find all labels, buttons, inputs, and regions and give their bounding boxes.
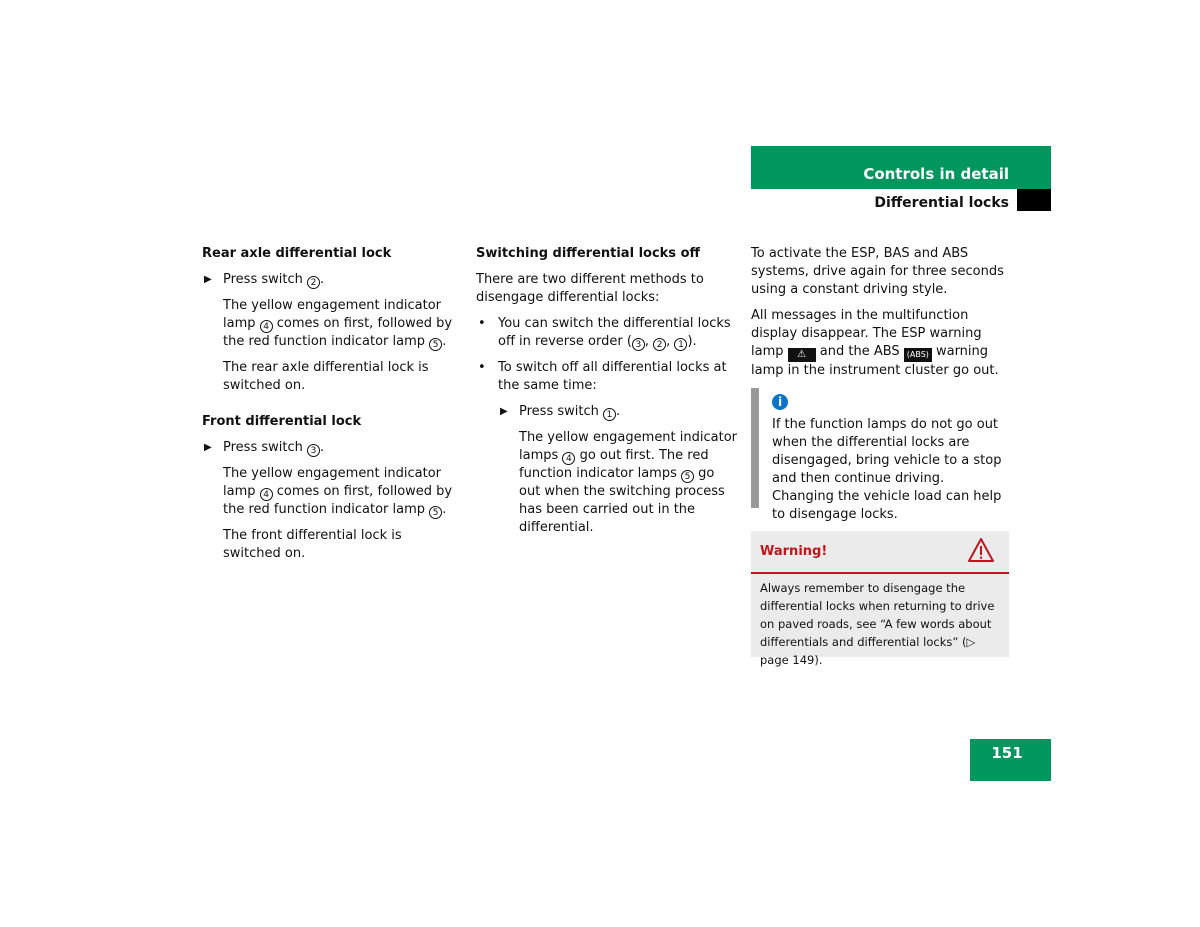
switch-number: 2 [653, 338, 666, 351]
switch-number: 1 [674, 338, 687, 351]
switch-number: 1 [603, 408, 616, 421]
bullet-item: • You can switch the differential locks off in reverse order ( 3 , 2 , 1 ). [478, 316, 731, 350]
lamp-number: 4 [562, 452, 575, 465]
warning-triangle-icon [967, 537, 995, 563]
switch-off-step: ▶ Press switch 1 . [500, 404, 621, 420]
switch-off-paragraph: The yellow engagement indicator lamps 4 go out first. The red function indicator lamps 5 go out when the switching process has been carried out in the differential. [519, 430, 738, 535]
step-arrow-icon: ▶ [500, 406, 508, 417]
messages-paragraph: All messages in the multifunction display disappear. The ESP warning lamp ⚠ and the ABS (ABS) warning lamp in the instrument cluster go out. [751, 308, 999, 378]
page-number: 151 [991, 744, 1023, 762]
bullet-item: • To switch off all differential locks at the same time: [478, 360, 727, 393]
lamp-number: 5 [429, 338, 442, 351]
step-arrow-icon: ▶ [204, 442, 212, 453]
switch-number: 3 [307, 444, 320, 457]
header-marker [1017, 189, 1051, 211]
info-icon: i [772, 394, 788, 410]
front-paragraph-2: The front differential lock is switched on. [223, 528, 402, 561]
switch-number: 3 [632, 338, 645, 351]
front-step: ▶ Press switch 3 . [204, 440, 325, 456]
lamp-number: 4 [260, 488, 273, 501]
info-note [751, 394, 1009, 524]
switching-off-heading: Switching differential locks off [476, 246, 701, 261]
subsection-title: Differential locks [874, 195, 1009, 211]
info-bar [751, 388, 759, 508]
esp-warning-lamp-icon: ⚠ [788, 348, 816, 362]
rear-paragraph-1: The yellow engagement indicator lamp 4 comes on first, followed by the red function indicator lamp 5 . [223, 298, 453, 350]
section-title: Controls in detail [863, 165, 1009, 183]
info-text: If the function lamps do not go out when the differential locks are disengaged, bring vehicle to a stop and then continue driving. Changing the vehicle load can help to disengage locks. [772, 417, 1002, 522]
step-arrow-icon: ▶ [204, 274, 212, 285]
lamp-number: 5 [681, 470, 694, 483]
warning-rule [751, 572, 1009, 574]
bullet-icon: • [478, 360, 486, 375]
activate-paragraph: To activate the ESP, BAS and ABS systems, drive again for three seconds using a constant driving style. [751, 246, 1004, 297]
switch-number: 2 [307, 276, 320, 289]
column-right [751, 245, 1009, 524]
abs-warning-lamp-icon: (ABS) [904, 348, 932, 362]
lamp-number: 4 [260, 320, 273, 333]
bullet-icon: • [478, 316, 486, 331]
front-heading: Front differential lock [202, 414, 362, 429]
rear-step: ▶ Press switch 2 . [204, 272, 325, 288]
warning-text: Always remember to disengage the differential locks when returning to drive on paved roads, see “A few words about differentials and differential locks” (▷ page 149). [760, 581, 995, 667]
column-middle [476, 245, 738, 545]
rear-axle-heading: Rear axle differential lock [202, 246, 392, 261]
warning-box [751, 531, 1009, 667]
warning-title: Warning! [760, 544, 828, 559]
front-paragraph-1: The yellow engagement indicator lamp 4 comes on first, followed by the red function indicator lamp 5 . [223, 466, 453, 518]
rear-paragraph-2: The rear axle differential lock is switched on. [223, 360, 429, 393]
column-left [202, 245, 460, 571]
lamp-number: 5 [429, 506, 442, 519]
switching-off-intro: There are two different methods to disengage differential locks: [476, 272, 704, 305]
